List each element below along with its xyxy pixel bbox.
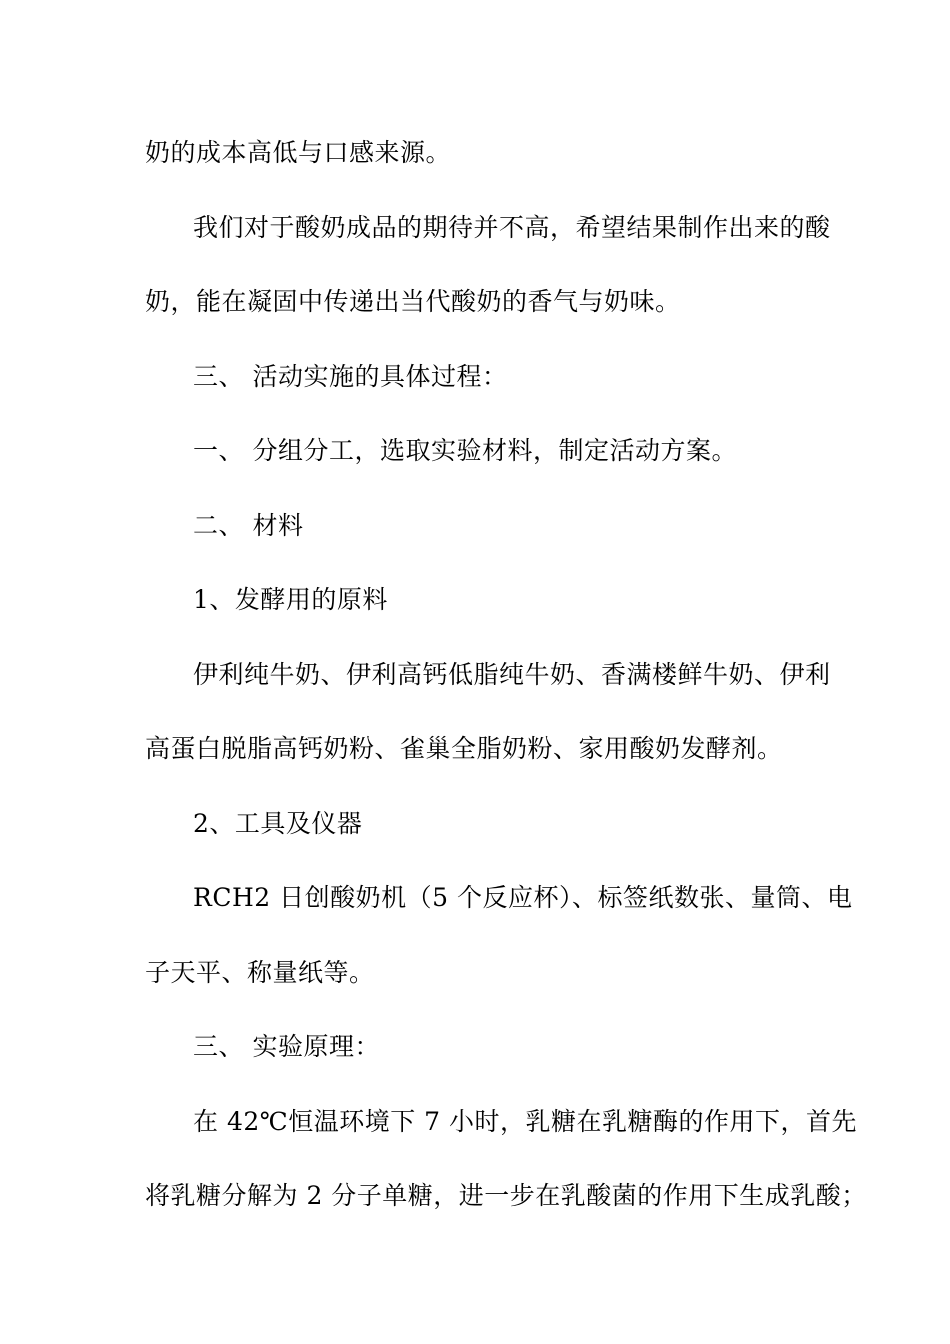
text-line: 奶的成本高低与口感来源。 (145, 138, 452, 167)
text-line: 伊利纯牛奶、伊利高钙低脂纯牛奶、香满楼鲜牛奶、伊利 (193, 660, 831, 689)
subsection-heading: 1、发酵用的原料 (193, 585, 388, 614)
text-line: 奶，能在凝固中传递出当代酸奶的香气与奶味。 (145, 287, 681, 316)
text-line: 一、 分组分工，选取实验材料，制定活动方案。 (193, 436, 737, 465)
subsection-heading: 2、工具及仪器 (193, 809, 363, 838)
text-line: 我们对于酸奶成品的期待并不高，希望结果制作出来的酸 (193, 213, 831, 242)
section-heading: 三、 活动实施的具体过程： (193, 362, 508, 391)
text-line: 高蛋白脱脂高钙奶粉、雀巢全脂奶粉、家用酸奶发酵剂。 (145, 734, 783, 763)
section-heading: 二、 材料 (193, 511, 304, 540)
text-line: RCH2 日创酸奶机（5 个反应杯）、标签纸数张、量筒、电 (193, 883, 853, 912)
text-line: 在 42℃恒温环境下 7 小时，乳糖在乳糖酶的作用下，首先 (193, 1107, 858, 1136)
section-heading: 三、 实验原理： (193, 1032, 380, 1061)
text-line: 将乳糖分解为 2 分子单糖，进一步在乳酸菌的作用下生成乳酸； (145, 1181, 867, 1210)
text-line: 子天平、称量纸等。 (145, 958, 375, 987)
